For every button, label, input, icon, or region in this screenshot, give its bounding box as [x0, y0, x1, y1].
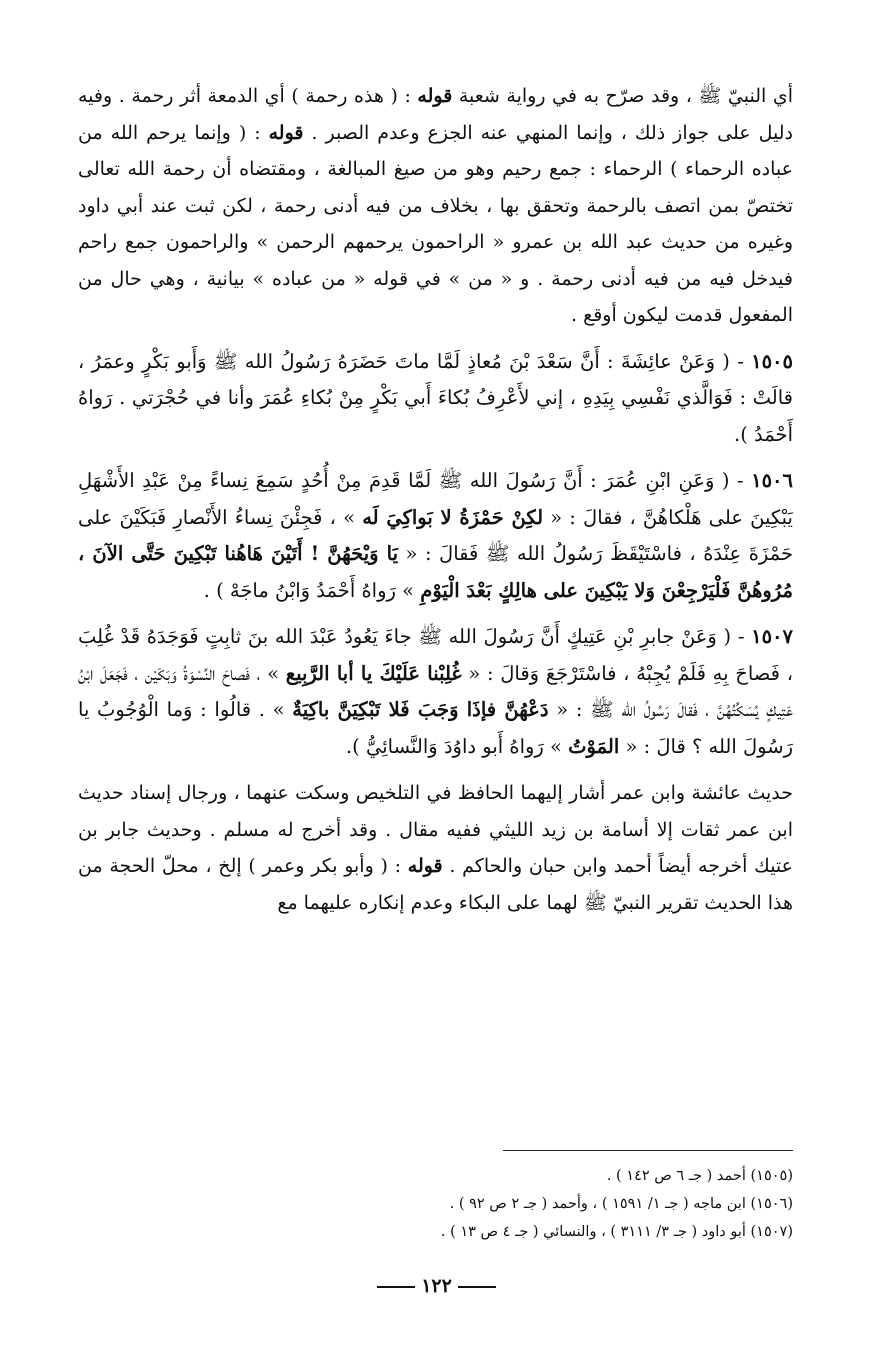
page-number-value: ١٢٢: [421, 1275, 452, 1297]
hadith-text: » ، فَصاحَ النِّسْوَةُ وَبَكَيْن ، فَجَعَلَ ابْنُ عَتِيكٍ يُسَكِّتُهُنَّ ، فَقالَ رَسُولُ الله ﷺ : «: [78, 661, 793, 721]
hadith-text: » رَواهُ أَحْمَدُ وَابْنُ ماجَهْ ) .: [203, 578, 421, 602]
prophetic-saying: لكِنْ حَمْزَةُ لا بَواكِيَ لَه: [362, 505, 544, 529]
hadith-text: » رَواهُ أَبو داوُدَ وَالنَّسائِيُّ ).: [345, 734, 569, 758]
footnote-1507: (١٥٠٧) أبو داود ( جـ ٣/ ٣١١١ ) ، والنسائي ( جـ ٤ ص ١٣ ) .: [440, 1224, 793, 1240]
footnote-divider: [503, 1150, 793, 1151]
hadith-text: - ( وَعَنْ عائِشَةَ : أَنَّ سَعْدَ بْنَ مُعاذٍ لَمَّا ماتَ حَضَرَهُ رَسُولُ الله ﷺ وَأَبو بَكْرٍ وعمَرُ ، قالَتْ : فَوَالَّذي نَفْسِي بِيَدِهِ ، إني لأَعْرِفُ بُكاءَ أَبي بَكْرٍ مِنْ بُكاءِ عُمَرَ وأنا في حُجْرَتي . رَواهُ أَحْمَدُ ).: [78, 349, 793, 446]
hadith-text: » ، فَجِئْنَ نِساءُ الأَنْصارِ فَبَكَيْنَ على حَمْزَةَ عِنْدَهُ ، فاسْتَيْقَظَ رَسُولُ الله ﷺ فَقالَ : «: [78, 505, 793, 565]
hadith-text: - ( وَعَنِ ابْنِ عُمَرَ : أَنَّ رَسُولَ الله ﷺ لَمَّا قَدِمَ مِنْ أُحُدٍ سَمِعَ نِساءً مِنْ عَبْدِ الأَشْهَلِ يَبْكِينَ على هَلْكاهُنَّ ، فقالَ : «: [78, 469, 793, 529]
keyword-qawluh: قوله: [407, 855, 443, 877]
commentary-text: : ( وأبو بكر وعمر ) إلخ ، محلّ الحجة من هذا الحديث تقرير النبيّ ﷺ لهما على البكاء وعدم إنكاره عليهما مع: [78, 855, 793, 914]
keyword-qawluh: قوله: [268, 121, 304, 144]
hadith-1505: [78, 344, 793, 454]
prophetic-saying: غُلِبْنا عَلَيْكَ يا أبا الرَّبِيع: [285, 661, 462, 685]
footnotes: [80, 1162, 793, 1246]
hadith-number: ١٥٠٥: [751, 349, 793, 373]
prophetic-saying: يَا وَيْحَهُنَّ ! أَتَيْنَ هَاهُنا تَبْكِينَ حَتَّى الآنَ ، مُرُوهُنَّ فَلْيَرْجِعْنَ وَلا يَبْكِينَ على هالِكٍ بَعْدَ الْيَوْمِ: [78, 542, 793, 602]
commentary-paragraph-1: [78, 78, 793, 334]
footnote-1506: (١٥٠٦) ابن ماجه ( جـ ١/ ١٥٩١ ) ، وأحمد ( جـ ٢ ص ٩٢ ) .: [449, 1196, 793, 1212]
commentary-paragraph-2: [78, 775, 793, 921]
prophetic-saying: المَوْتُ: [568, 734, 620, 758]
commentary-text: : ( وإنما يرحم الله من عباده الرحماء ) الرحماء : جمع رحيم وهو من صيغ المبالغة ، ومقتضاه أن رحمة الله تعالى تختصّ بمن اتصف بالرحمة وتحقق بها ، بخلاف من فيه أدنى رحمة ، لكن ثبت عند أبي داود وغيره من حديث عبد الله بن عمرو « الراحمون يرحمهم الرحمن » والراحمون جمع راحم فيدخل فيه من فيه أدنى رحمة . و « من » في قوله « من عباده » بيانية ، وهي حال من المفعول قدمت ليكون أوقع .: [78, 121, 793, 326]
hadith-number: ١٥٠٦: [751, 469, 793, 492]
keyword-qawluh: قوله: [417, 85, 453, 107]
commentary-text: : ( هذه رحمة ) أي الدمعة أثر رحمة . وفيه دليل على جواز ذلك ، وإنما المنهي عنه الجزع وعدم الصبر .: [78, 85, 793, 144]
hadith-number: ١٥٠٧: [751, 625, 793, 648]
hadith-1506: [78, 463, 793, 609]
commentary-text: أي النبيّ ﷺ ، وقد صرّح به في رواية شعبة: [452, 85, 794, 107]
footnote-1505: (١٥٠٥) أحمد ( جـ ٦ ص ١٤٢ ) .: [606, 1168, 793, 1184]
hadith-text: » . قالُوا : وَما الْوُجُوبُ يا رَسُولَ الله ؟ قالَ : «: [78, 698, 793, 758]
hadith-1507: [78, 619, 793, 765]
hadith-text: - ( وَعَنْ جابرِ بْنِ عَتِيكٍ أَنَّ رَسُولَ الله ﷺ جاءَ يَعُودُ عَبْدَ الله بنَ ثابِتٍ فَوَجَدَهُ قَدْ غُلِبَ ، فَصاحَ بِهِ فَلَمْ يُجِبْهُ ، فاسْتَرْجَعَ وَقالَ : «: [78, 625, 793, 685]
dash-decoration: [377, 1286, 415, 1288]
page-number: [0, 1275, 873, 1297]
dash-decoration: [458, 1286, 496, 1288]
prophetic-saying: دَعْهُنَّ فإذَا وَجَبَ فَلا تَبْكِيَنَّ باكِيَةٌ: [292, 698, 549, 721]
commentary-text: حديث عائشة وابن عمر أشار إليهما الحافظ في التلخيص وسكت عنهما ، ورجال إسناد حديث ابن عمر ثقات إلا أسامة بن زيد الليثي ففيه مقال . وقد أخرج له مسلم . وحديث جابر بن عتيك أخرجه أيضاً أحمد وابن حبان والحاكم .: [78, 782, 793, 877]
